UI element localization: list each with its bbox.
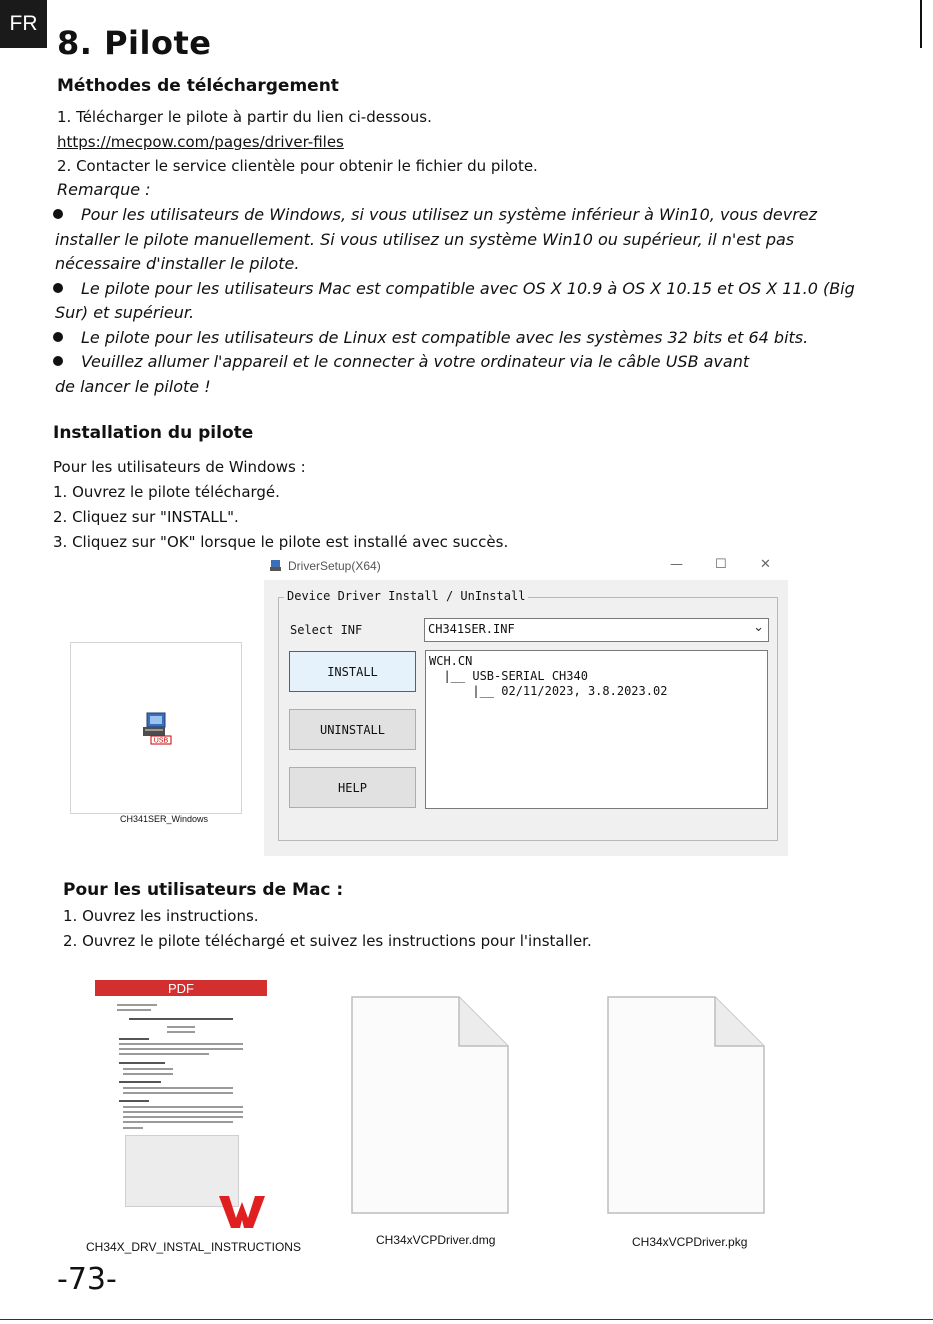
info-line: WCH.CN (429, 654, 473, 668)
remark-item (55, 203, 885, 277)
pdf-badge: PDF (95, 980, 267, 996)
driver-info-box[interactable] (425, 650, 768, 809)
uninstall-button[interactable]: UNINSTALL (289, 709, 416, 750)
close-button[interactable]: ✕ (760, 557, 771, 572)
install-heading: Installation du pilote (53, 423, 254, 443)
install-button[interactable]: INSTALL (289, 651, 416, 692)
pdf-file-caption: CH34X_DRV_INSTAL_INSTRUCTIONS (86, 1240, 301, 1254)
windows-step-1: 1. Ouvrez le pilote téléchargé. (53, 483, 280, 501)
remark-text: Le pilote pour les utilisateurs de Linux est compatible avec les systèmes 32 bits et 64 bits. (81, 327, 809, 347)
bullet-icon (53, 209, 63, 219)
dmg-file-caption: CH34xVCPDriver.dmg (376, 1233, 496, 1247)
window-title: DriverSetup(X64) (288, 559, 381, 573)
download-heading: Méthodes de téléchargement (57, 76, 339, 96)
app-icon (269, 559, 283, 573)
chevron-down-icon: ⌄ (753, 620, 764, 635)
language-tab: FR (0, 0, 47, 48)
remark-item (55, 326, 885, 351)
pdf-instructions-file[interactable] (95, 980, 267, 1228)
maximize-button[interactable]: ☐ (715, 557, 727, 572)
bullet-icon (53, 332, 63, 342)
pkg-file-icon[interactable] (607, 996, 765, 1214)
usb-driver-file[interactable] (70, 642, 242, 814)
select-inf-label: Select INF (290, 623, 363, 637)
usb-file-caption: CH341SER_Windows (120, 814, 209, 824)
svg-text:USB: USB (153, 737, 169, 745)
mac-step-1: 1. Ouvrez les instructions. (63, 907, 259, 925)
pkg-file-caption: CH34xVCPDriver.pkg (632, 1235, 748, 1249)
driver-setup-window (264, 554, 788, 856)
minimize-button[interactable]: — (670, 557, 683, 572)
inf-select-value: CH341SER.INF (428, 622, 515, 636)
mac-step-2: 2. Ouvrez le pilote téléchargé et suivez les instructions pour l'installer. (63, 932, 592, 950)
info-line: |__ USB-SERIAL CH340 (429, 669, 588, 683)
driver-download-link[interactable]: https://mecpow.com/pages/driver-files (57, 133, 344, 151)
remark-item (55, 350, 765, 399)
bullet-icon (53, 356, 63, 366)
bullet-icon (53, 283, 63, 293)
dmg-file-icon[interactable] (351, 996, 509, 1214)
info-line: |__ 02/11/2023, 3.8.2023.02 (429, 684, 668, 698)
inf-select[interactable] (424, 618, 769, 642)
remark-item (55, 277, 885, 326)
usb-setup-icon (139, 711, 173, 745)
edge-rule (920, 0, 922, 48)
page-number: -73- (57, 1262, 117, 1297)
download-step-1: 1. Télécharger le pilote à partir du lien ci-dessous. (57, 108, 432, 126)
windows-intro: Pour les utilisateurs de Windows : (53, 458, 306, 476)
page-title: 8. Pilote (57, 24, 212, 62)
groupbox-label: Device Driver Install / UnInstall (284, 589, 528, 603)
bottom-rule (0, 1319, 933, 1320)
window-titlebar (264, 554, 788, 580)
windows-step-3: 3. Cliquez sur "OK" lorsque le pilote est installé avec succès. (53, 533, 509, 551)
remark-text: Le pilote pour les utilisateurs Mac est compatible avec OS X 10.9 à OS X 10.15 et OS X 11.0 (Big Sur) et supérieur. (55, 278, 855, 322)
help-button[interactable]: HELP (289, 767, 416, 808)
download-step-2: 2. Contacter le service clientèle pour obtenir le fichier du pilote. (57, 157, 538, 175)
windows-step-2: 2. Cliquez sur "INSTALL". (53, 508, 239, 526)
remark-list (55, 203, 885, 399)
remark-label: Remarque : (57, 180, 151, 199)
wps-logo-icon (217, 1192, 267, 1232)
mac-heading: Pour les utilisateurs de Mac : (63, 880, 344, 900)
remark-text: Veuillez allumer l'appareil et le connecter à votre ordinateur via le câble USB avant de lancer le pilote ! (55, 352, 750, 396)
remark-text: Pour les utilisateurs de Windows, si vous utilisez un système inférieur à Win10, vous devrez installer le pilote manuellement. Si vous utilisez un système Win10 ou supérieur, il n'est pas nécessaire d'installer le pilote. (55, 205, 818, 273)
